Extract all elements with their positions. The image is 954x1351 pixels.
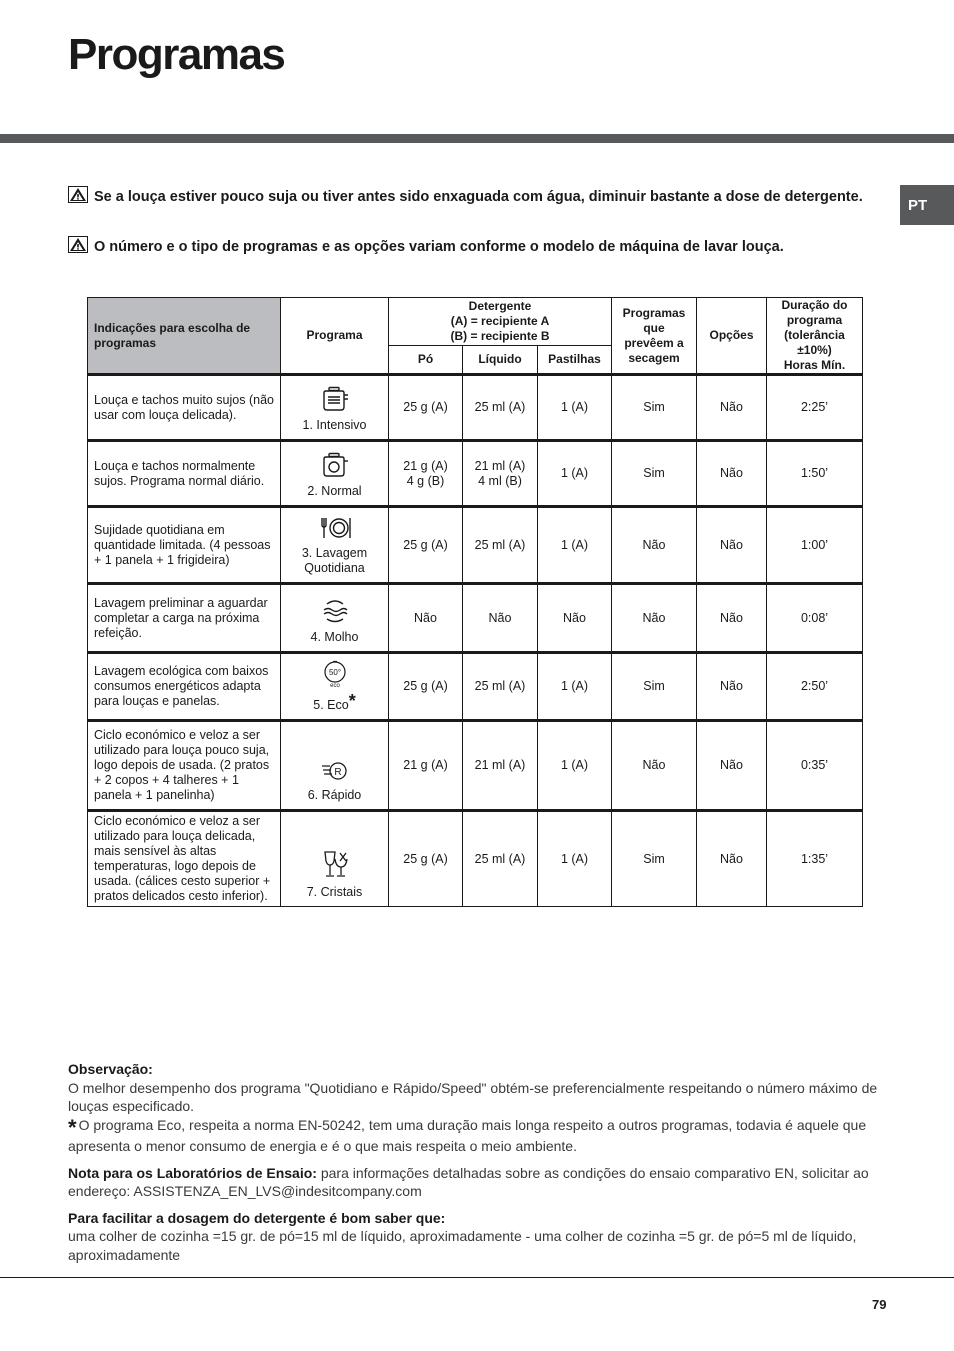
row-duration: 2:50’: [767, 653, 863, 721]
program-name: 3. Lavagem Quotidiana: [301, 546, 368, 575]
program-name: 1. Intensivo: [302, 418, 367, 432]
header-powder: Pó: [389, 345, 463, 374]
lab-note-title: Nota para os Laboratórios de Ensaio:: [68, 1164, 317, 1181]
row-liquid: [463, 507, 538, 584]
soak-icon: [320, 598, 350, 624]
table-row: [88, 811, 863, 907]
value: 25 ml (A): [474, 851, 526, 866]
observation-text: O melhor desempenho dos programa "Quotidiano e Rápido/Speed" obtém-se preferencialmente respeitando o número máximo de louças especificado.: [68, 1079, 878, 1114]
row-tablets: 1 (A): [538, 721, 612, 811]
row-program: [281, 375, 389, 441]
table-row: [88, 375, 863, 441]
row-duration: 1:35’: [767, 811, 863, 907]
eco-asterisk: *: [348, 691, 356, 711]
warning-1-text: Se a louça estiver pouco suja ou tiver antes sido enxaguada com água, diminuir bastante a dose de detergente.: [94, 189, 863, 205]
row-liquid: [463, 375, 538, 441]
value: 4 ml (B): [478, 473, 522, 488]
normal-pot-icon: [320, 452, 350, 478]
page-number: 79: [872, 1297, 887, 1312]
row-liquid: [463, 653, 538, 721]
footer-rule: [0, 1277, 954, 1278]
value: 25 ml (A): [474, 537, 526, 552]
header-duration-line: (tolerância: [784, 328, 845, 342]
warning-2: [68, 236, 868, 257]
value: 21 g (A): [403, 758, 448, 772]
row-drying: Sim: [612, 375, 697, 441]
programs-table: [87, 297, 863, 907]
row-options: Não: [697, 375, 767, 441]
value: 21 ml (A): [474, 458, 526, 473]
table-row: [88, 584, 863, 653]
header-indications: Indicações para escolha de programas: [88, 298, 281, 375]
row-program: [281, 441, 389, 507]
value: 4 g (B): [406, 473, 445, 488]
header-drying-line: Programas: [622, 305, 686, 320]
eco-note-asterisk: *: [68, 1114, 77, 1140]
header-duration-line: programa: [786, 313, 843, 327]
row-powder: [389, 811, 463, 907]
glasses-icon: [321, 849, 349, 879]
row-liquid: [463, 721, 538, 811]
row-tablets: 1 (A): [538, 507, 612, 584]
header-drying-line: secagem: [628, 350, 680, 365]
dosage-text: uma colher de cozinha =15 gr. de pó=15 ml de líquido, aproximadamente - uma colher de cozinha =5 gr. de pó=5 ml de líquido, aproximadamente: [68, 1228, 857, 1263]
row-program: [281, 811, 389, 907]
value: 21 g (A): [403, 458, 448, 473]
program-name: 6. Rápido: [307, 788, 362, 802]
row-indication: Sujidade quotidiana em quantidade limitada. (4 pessoas + 1 panela + 1 frigideira): [88, 507, 281, 584]
value: Não: [488, 610, 512, 625]
warning-triangle-icon: [68, 186, 88, 203]
table-row: [88, 441, 863, 507]
header-rule: [0, 134, 954, 143]
header-detergent-line: (A) = recipiente A: [450, 313, 550, 328]
row-powder: [389, 441, 463, 507]
row-liquid: [463, 811, 538, 907]
row-options: Não: [697, 721, 767, 811]
row-tablets: 1 (A): [538, 811, 612, 907]
header-duration-line: Horas Mín.: [783, 358, 846, 372]
fork-plate-icon: [318, 516, 352, 540]
row-drying: Sim: [612, 441, 697, 507]
header-duration-line: ±10%): [797, 343, 832, 357]
row-tablets: 1 (A): [538, 653, 612, 721]
value: 21 ml (A): [474, 758, 526, 772]
table-row: [88, 507, 863, 584]
row-drying: Não: [612, 721, 697, 811]
warning-triangle-icon: [68, 236, 88, 253]
table-row: [88, 721, 863, 811]
row-duration: 1:00’: [767, 507, 863, 584]
row-program: [281, 507, 389, 584]
row-tablets: 1 (A): [538, 375, 612, 441]
header-drying-line: que: [643, 320, 665, 335]
row-options: Não: [697, 507, 767, 584]
program-name: 2. Normal: [307, 484, 362, 498]
program-name: 7. Cristais: [306, 885, 363, 899]
rapid-label: R: [333, 767, 342, 778]
header-detergent: [389, 298, 612, 346]
header-options: Opções: [697, 298, 767, 375]
language-tab: PT: [900, 185, 954, 225]
value: 25 ml (A): [474, 679, 526, 693]
row-liquid: [463, 584, 538, 653]
row-powder: [389, 584, 463, 653]
row-drying: Sim: [612, 653, 697, 721]
value: Não: [414, 610, 437, 625]
row-indication: Louça e tachos normalmente sujos. Programa normal diário.: [88, 441, 281, 507]
row-duration: 1:50’: [767, 441, 863, 507]
header-duration-line: Duração do: [781, 298, 848, 312]
row-tablets: 1 (A): [538, 441, 612, 507]
value: 25 g (A): [403, 400, 448, 414]
row-indication: Ciclo económico e veloz a ser utilizado para louça delicada, mais sensível às altas temperaturas, logo depois de usada. (cálices cesto superior + pratos delicados cesto inferior).: [88, 811, 281, 907]
program-name: 5. Eco: [313, 698, 349, 712]
row-drying: Sim: [612, 811, 697, 907]
intensive-pot-icon: [320, 386, 350, 412]
lab-note-text: para informações detalhadas sobre as condições do ensaio comparativo EN, solicitar ao endereço: ASSISTENZA_EN_LVS@indesitcompany.com: [68, 1164, 869, 1199]
header-detergent-line: (B) = recipiente B: [450, 328, 550, 343]
eco-temp-label: 50°: [328, 668, 341, 677]
row-liquid: [463, 441, 538, 507]
row-indication: Louça e tachos muito sujos (não usar com louça delicada).: [88, 375, 281, 441]
row-options: Não: [697, 653, 767, 721]
rapid-icon: [320, 760, 350, 782]
row-indication: Ciclo económico e veloz a ser utilizado para louça pouco suja, logo depois de usada. (2 pratos + 2 copos + 4 talheres + 1 panela + 1 panelinha): [88, 721, 281, 811]
value: 25 g (A): [403, 537, 448, 552]
row-tablets: Não: [538, 584, 612, 653]
row-indication: Lavagem preliminar a aguardar completar a carga na próxima refeição.: [88, 584, 281, 653]
eco-label: eco: [329, 683, 340, 688]
eco-note-text: O programa Eco, respeita a norma EN-50242, tem uma duração mais longa respeito a outros programas, todavia é aquele que apresenta o menor consumo de energia e é o que mais respeita o meio ambiente.: [68, 1116, 867, 1154]
dosage-title: Para facilitar a dosagem do detergente é bom saber que:: [68, 1209, 446, 1226]
eco-50-icon: [322, 660, 348, 688]
row-powder: [389, 375, 463, 441]
header-tablets: Pastilhas: [538, 345, 612, 374]
row-duration: 0:35’: [767, 721, 863, 811]
table-row: [88, 653, 863, 721]
header-duration: [767, 298, 863, 375]
row-program: [281, 584, 389, 653]
value: 25 g (A): [403, 679, 448, 693]
page-title: Programas: [68, 30, 285, 79]
row-program: [281, 653, 389, 721]
row-powder: [389, 507, 463, 584]
row-powder: [389, 653, 463, 721]
row-program: [281, 721, 389, 811]
header-program: Programa: [281, 298, 389, 375]
warning-2-text: O número e o tipo de programas e as opções variam conforme o modelo de máquina de lavar louça.: [94, 239, 784, 255]
value: 25 g (A): [403, 851, 448, 866]
row-duration: 0:08’: [767, 584, 863, 653]
row-duration: 2:25’: [767, 375, 863, 441]
row-options: Não: [697, 584, 767, 653]
header-drying: [612, 298, 697, 375]
value: 25 ml (A): [474, 400, 526, 414]
warning-1: [68, 186, 868, 207]
row-powder: [389, 721, 463, 811]
row-drying: Não: [612, 507, 697, 584]
header-drying-line: prevêem a: [624, 335, 684, 350]
program-name: 4. Molho: [310, 630, 359, 644]
row-drying: Não: [612, 584, 697, 653]
notes-section: [68, 1060, 888, 1264]
row-options: Não: [697, 811, 767, 907]
row-options: Não: [697, 441, 767, 507]
observation-title: Observação:: [68, 1061, 153, 1077]
header-liquid: Líquido: [463, 345, 538, 374]
row-indication: Lavagem ecológica com baixos consumos energéticos adapta para louças e panelas.: [88, 653, 281, 721]
header-detergent-line: Detergente: [468, 298, 532, 313]
